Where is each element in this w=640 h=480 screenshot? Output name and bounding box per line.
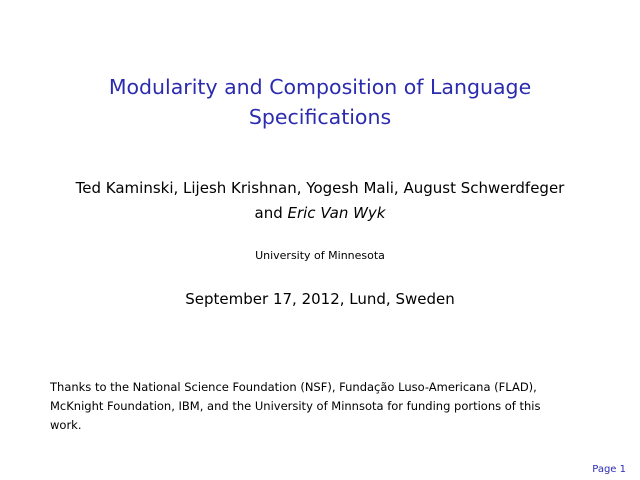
institution: University of Minnesota [255, 249, 385, 262]
presentation-title: Modularity and Composition of Language Specifications [108, 75, 532, 129]
page-number: Page 1 [592, 464, 626, 475]
acknowledgement: Thanks to the National Science Foundation (NSF), Fundação Luso-Americana (FLAD), McKnight Foundation, IBM, and the University of Minnsota for funding portions of this work. [50, 380, 541, 432]
author-list [60, 176, 580, 226]
authors-text: Ted Kaminski, Lijesh Krishnan, Yogesh Mali, August Schwerdfeger and [75, 179, 565, 222]
date-location: September 17, 2012, Lund, Sweden [185, 290, 455, 308]
presenting-author: Eric Van Wyk [287, 204, 386, 222]
